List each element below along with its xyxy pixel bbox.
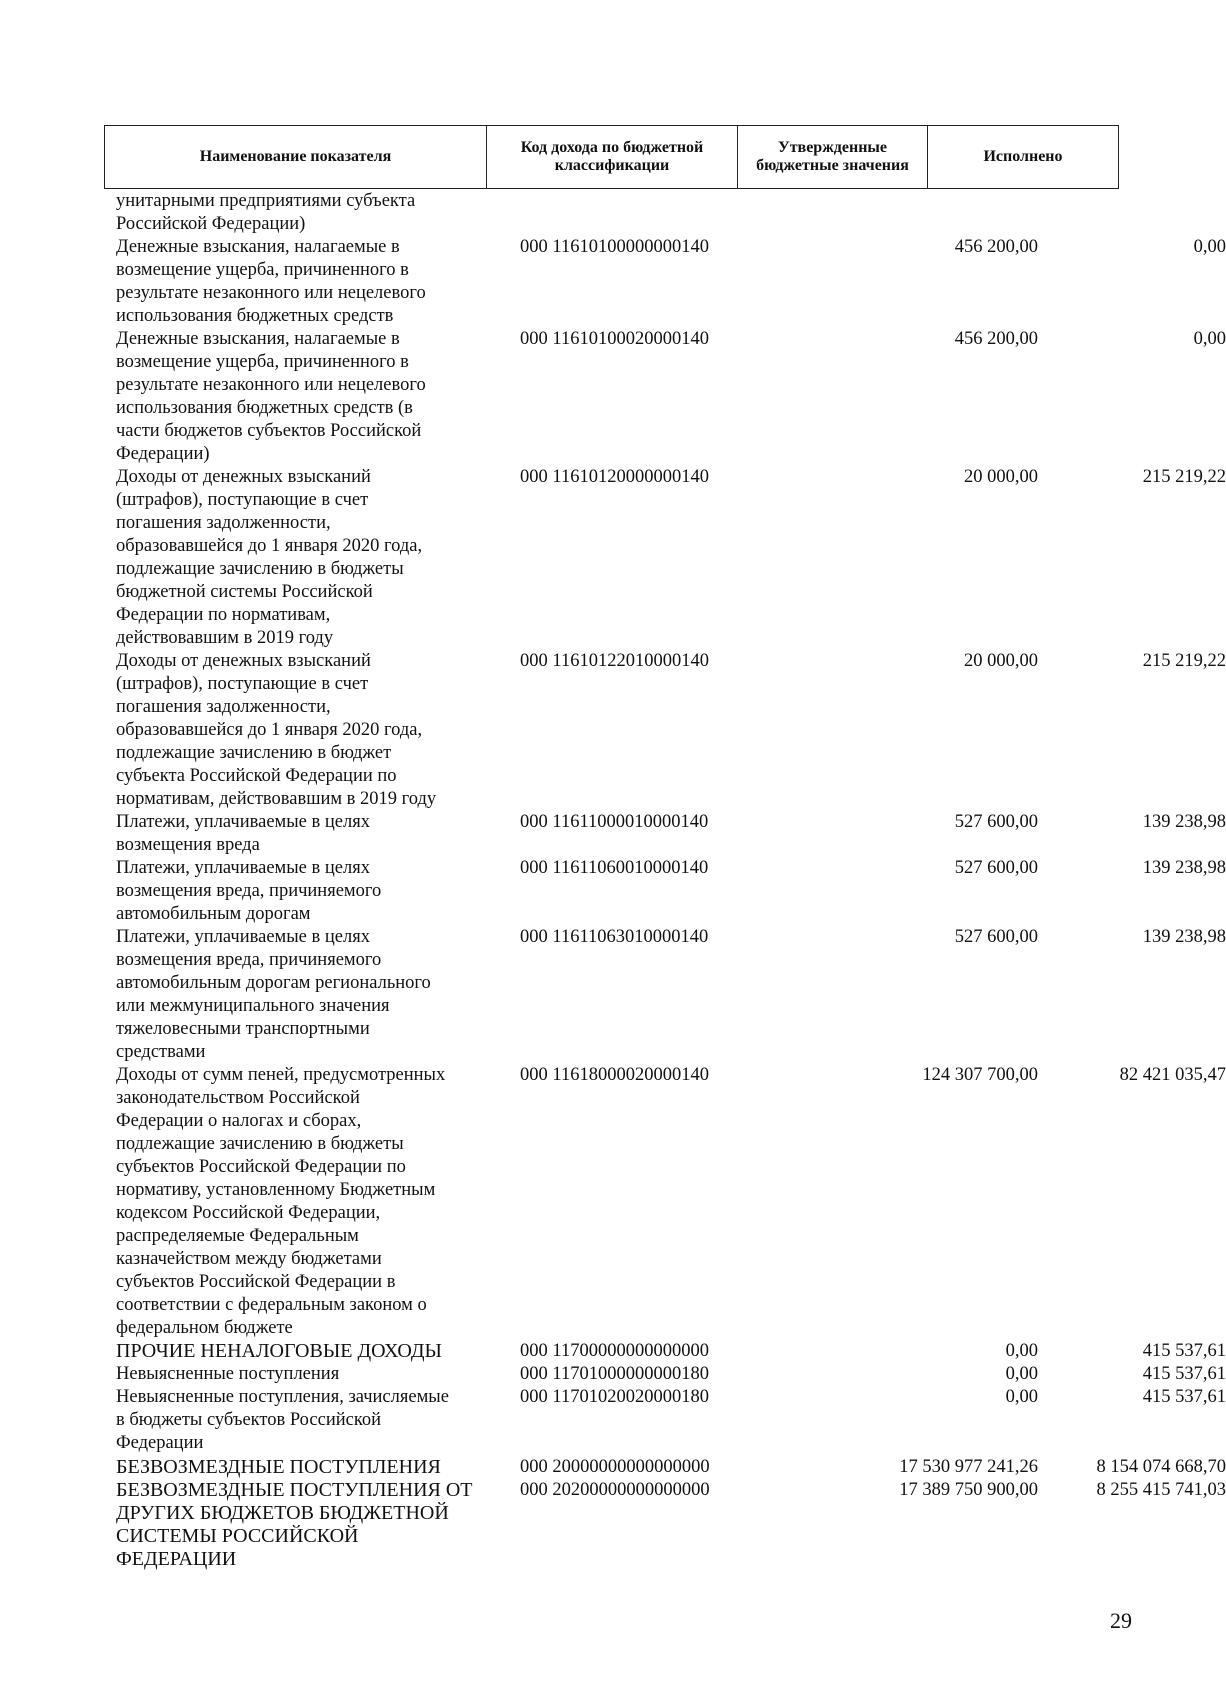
row-approved: 0,00	[1005, 1341, 1038, 1361]
row-executed: 139 238,98	[1142, 812, 1226, 832]
row-name: унитарными предприятиями субъекта Российской Федерации)	[116, 191, 416, 234]
row-name: Невыясненные поступления	[116, 1364, 340, 1384]
row-code: 000 11610100000000140	[520, 237, 709, 257]
row-name: БЕЗВОЗМЕЗДНЫЕ ПОСТУПЛЕНИЯ	[116, 1456, 441, 1478]
row-executed: 139 238,98	[1142, 858, 1226, 878]
row-approved: 20 000,00	[964, 651, 1038, 671]
header-col-approved: Утвержденные бюджетные значения	[737, 125, 928, 189]
row-executed: 415 537,61	[1142, 1364, 1226, 1384]
row-approved: 527 600,00	[954, 858, 1038, 878]
row-approved: 17 389 750 900,00	[899, 1480, 1038, 1500]
header-col-executed: Исполнено	[927, 125, 1119, 189]
row-approved: 20 000,00	[964, 467, 1038, 487]
row-name: Платежи, уплачиваемые в целях возмещения вреда	[116, 812, 370, 855]
header-col-name: Наименование показателя	[104, 125, 487, 189]
row-approved: 456 200,00	[954, 329, 1038, 349]
row-approved: 17 530 977 241,26	[899, 1457, 1038, 1477]
row-name: Денежные взыскания, налагаемые в возмещение ущерба, причиненного в результате незаконного или нецелевого использования бюджетных средств	[116, 237, 426, 326]
row-approved: 0,00	[1005, 1387, 1038, 1407]
row-name: Доходы от денежных взысканий (штрафов), поступающие в счет погашения задолженности, образовавшейся до 1 января 2020 года, подлежащие зачислению в бюджет субъекта Российской Федерации по нормативам, действовавшим в 2019 году	[116, 651, 437, 809]
row-name: Доходы от денежных взысканий (штрафов), поступающие в счет погашения задолженности, образовавшейся до 1 января 2020 года, подлежащие зачислению в бюджеты бюджетной системы Российской Федерации по нормативам, действовавшим в 2019 году	[116, 467, 423, 648]
row-executed: 415 537,61	[1142, 1341, 1226, 1361]
row-executed: 8 255 415 741,03	[1096, 1480, 1226, 1500]
row-name: Платежи, уплачиваемые в целях возмещения вреда, причиняемого автомобильным дорогам	[116, 858, 382, 924]
row-executed: 139 238,98	[1142, 927, 1226, 947]
header-col-code: Код дохода по бюджетной классификации	[486, 125, 738, 189]
row-code: 000 11700000000000000	[520, 1341, 709, 1361]
row-name: Денежные взыскания, налагаемые в возмещение ущерба, причиненного в результате незаконного или нецелевого использования бюджетных средств (в части бюджетов субъектов Российской Федерации)	[116, 329, 426, 464]
row-code: 000 20200000000000000	[520, 1480, 710, 1500]
row-approved: 124 307 700,00	[922, 1065, 1038, 1085]
row-approved: 0,00	[1005, 1364, 1038, 1384]
row-executed: 415 537,61	[1142, 1387, 1226, 1407]
row-code: 000 11611060010000140	[520, 858, 709, 878]
row-name: Доходы от сумм пеней, предусмотренных законодательством Российской Федерации о налогах и сборах, подлежащие зачислению в бюджеты субъектов Российской Федерации по нормативу, установленному Бюджетным кодексом Российской Федерации, распределяемые Федеральным казначейством между бюджетами субъектов Российской Федерации в соответствии с федеральным законом о федеральном бюджете	[116, 1065, 446, 1338]
row-code: 000 11618000020000140	[520, 1065, 709, 1085]
row-name: ПРОЧИЕ НЕНАЛОГОВЫЕ ДОХОДЫ	[116, 1340, 442, 1362]
row-approved: 527 600,00	[954, 927, 1038, 947]
row-name: БЕЗВОЗМЕЗДНЫЕ ПОСТУПЛЕНИЯ ОТ ДРУГИХ БЮДЖЕТОВ БЮДЖЕТНОЙ СИСТЕМЫ РОССИЙСКОЙ ФЕДЕРАЦИИ	[116, 1479, 473, 1570]
row-executed: 215 219,22	[1142, 651, 1226, 671]
page-number: 29	[1110, 1608, 1132, 1633]
row-approved: 527 600,00	[954, 812, 1038, 832]
row-approved: 456 200,00	[954, 237, 1038, 257]
row-executed: 8 154 074 668,70	[1096, 1457, 1226, 1477]
row-code: 000 11610100020000140	[520, 329, 709, 349]
row-code: 000 11701000000000180	[520, 1364, 709, 1384]
row-code: 000 11610122010000140	[520, 651, 709, 671]
row-name: Платежи, уплачиваемые в целях возмещения вреда, причиняемого автомобильным дорогам регионального или межмуниципального значения тяжеловесными транспортными средствами	[116, 927, 431, 1062]
row-executed: 215 219,22	[1142, 467, 1226, 487]
row-executed: 0,00	[1193, 237, 1226, 257]
row-code: 000 20000000000000000	[520, 1457, 710, 1477]
row-name: Невыясненные поступления, зачисляемые в бюджеты субъектов Российской Федерации	[116, 1387, 449, 1453]
row-executed: 0,00	[1193, 329, 1226, 349]
row-code: 000 11611000010000140	[520, 812, 709, 832]
row-code: 000 11701020020000180	[520, 1387, 709, 1407]
row-code: 000 11611063010000140	[520, 927, 709, 947]
row-code: 000 11610120000000140	[520, 467, 709, 487]
row-executed: 82 421 035,47	[1119, 1065, 1226, 1085]
